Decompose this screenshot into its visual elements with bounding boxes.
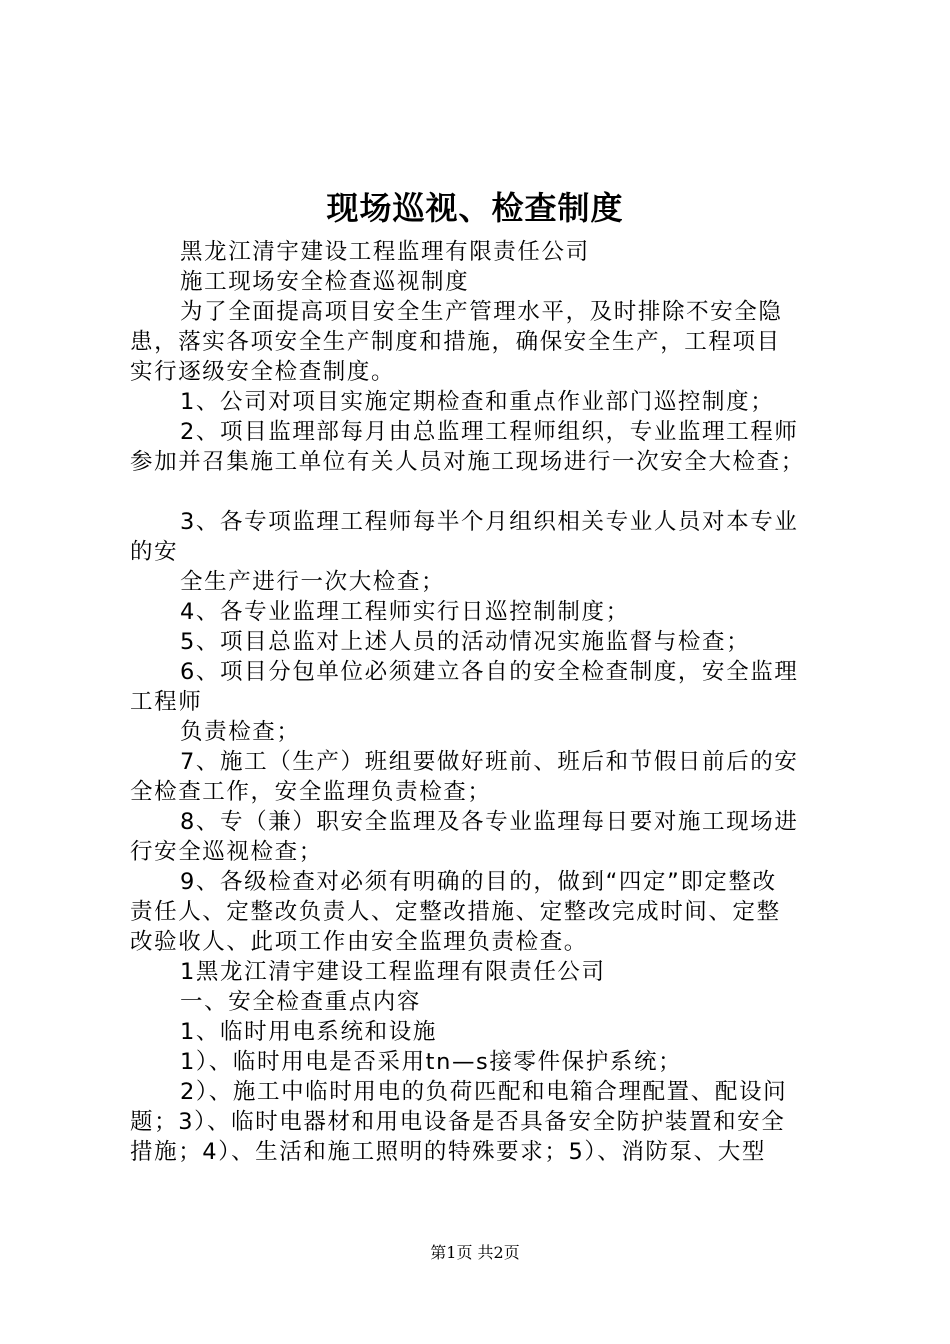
body-line: 的安 (130, 539, 179, 565)
body-line: 1黑龙江清宇建设工程监理有限责任公司 (180, 959, 606, 985)
body-line: 8、专（兼）职安全监理及各专业监理每日要对施工现场进 (180, 809, 799, 835)
body-line: 为了全面提高项目安全生产管理水平，及时排除不安全隐 (180, 299, 783, 325)
body-line: 改验收人、此项工作由安全监理负责检查。 (130, 929, 588, 955)
body-line: 3、各专项监理工程师每半个月组织相关专业人员对本专业 (180, 509, 799, 535)
body-line: 全检查工作，安全监理负责检查； (130, 779, 492, 805)
body-line: 施工现场安全检查巡视制度 (180, 269, 470, 295)
body-line: 实行逐级安全检查制度。 (130, 359, 396, 385)
body-line: 2）、施工中临时用电的负荷匹配和电箱合理配置、配设问 (180, 1079, 788, 1105)
body-line: 题；3）、临时电器材和用电设备是否具备安全防护装置和安全 (130, 1109, 786, 1135)
body-line: 一、安全检查重点内容 (180, 989, 422, 1015)
body-line: 1、临时用电系统和设施 (180, 1019, 437, 1045)
body-line: 全生产进行一次大检查； (180, 569, 446, 595)
body-line: 患，落实各项安全生产制度和措施，确保安全生产，工程项目 (130, 329, 781, 355)
document-body (130, 237, 835, 1167)
body-line: 黑龙江清宇建设工程监理有限责任公司 (180, 239, 590, 265)
body-line: 5、项目总监对上述人员的活动情况实施监督与检查； (180, 629, 751, 655)
body-line: 措施；4）、生活和施工照明的特殊要求；5）、消防泵、大型 (130, 1139, 766, 1165)
body-line: 参加并召集施工单位有关人员对施工现场进行一次安全大检查； (130, 449, 805, 475)
body-line: 7、施工（生产）班组要做好班前、班后和节假日前后的安 (180, 749, 799, 775)
body-line: 2、项目监理部每月由总监理工程师组织，专业监理工程师 (180, 419, 799, 445)
body-line: 工程师 (130, 689, 203, 715)
body-line: 1）、临时用电是否采用tn—s接零件保护系统； (180, 1049, 683, 1075)
document-title: 现场巡视、检查制度 (326, 189, 624, 227)
body-line: 1、公司对项目实施定期检查和重点作业部门巡控制度； (180, 389, 775, 415)
body-line: 6、项目分包单位必须建立各自的安全检查制度，安全监理 (180, 659, 799, 685)
blank-line (130, 477, 835, 507)
body-line: 责任人、定整改负责人、定整改措施、定整改完成时间、定整 (130, 899, 781, 925)
body-line: 负责检查； (180, 719, 301, 745)
body-line: 4、各专业监理工程师实行日巡控制制度； (180, 599, 630, 625)
page-footer: 第1页 共2页 (430, 1243, 520, 1262)
body-line: 行安全巡视检查； (130, 839, 323, 865)
body-line: 9、各级检查对必须有明确的目的，做到“四定”即定整改 (180, 869, 777, 895)
